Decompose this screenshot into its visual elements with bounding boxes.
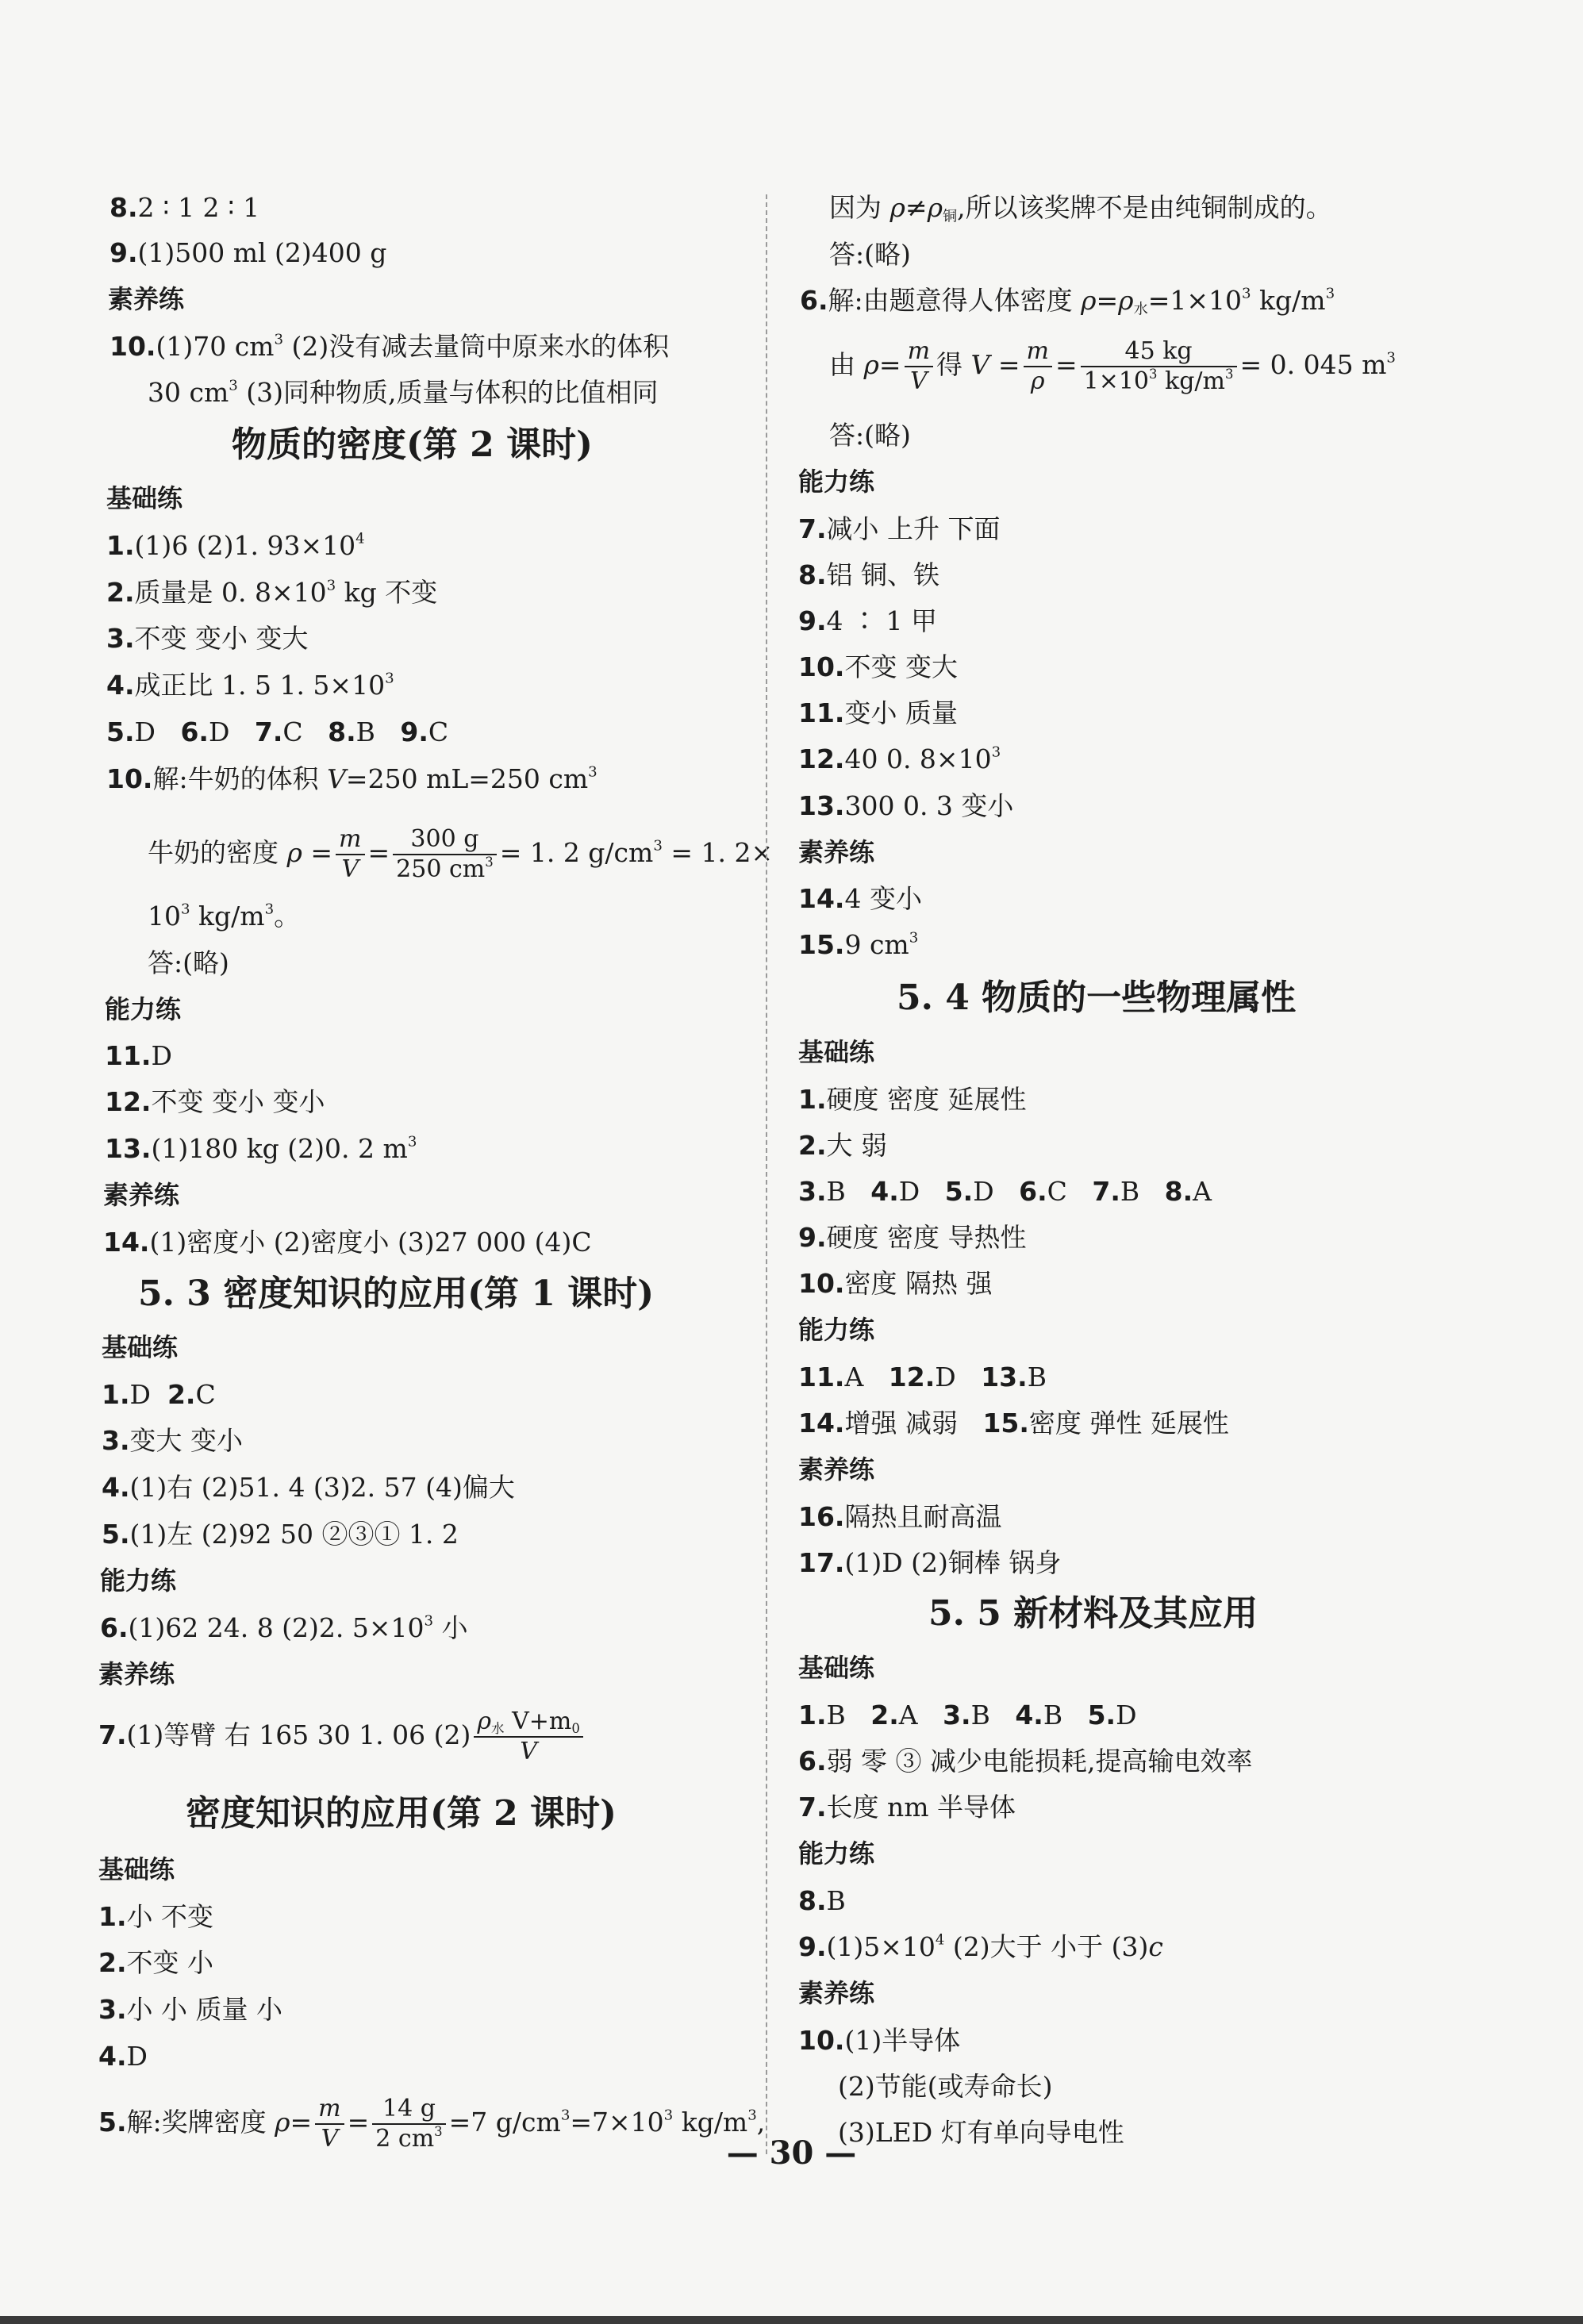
answer-3: 3.不变 变小 变大 [106, 623, 309, 654]
answer-5-9: 5.D 6.D 7.C 8.B 9.C [106, 716, 449, 747]
page-bottom-edge [0, 2316, 1583, 2324]
section-suyang-r1: 素养练 [798, 837, 875, 867]
heading-density-app-lesson2: 密度知识的应用(第 2 课时) [186, 1793, 617, 1834]
answer-6r2: 6.弱 零 ③ 减少电能损耗,提高输电效率 [798, 1746, 1253, 1777]
answer-omitted-r2: 答:(略) [829, 420, 911, 451]
answer-11-13r: 11.A 12.D 13.B [798, 1362, 1047, 1392]
answer-9r3: $9.(1)5\times 10^4$ (2)大于 小于 (3)c [798, 1931, 1163, 1962]
answer-5b: 5.(1)左 (2)92 50 ②③① 1. 2 [102, 1519, 459, 1550]
answer-10: 10.(1)70 $cm^3$ (2)没有减去量筒中原来水的体积 [110, 331, 670, 362]
answer-omitted-r1: 答:(略) [829, 239, 911, 270]
answer-11r: 11.变小 质量 [798, 697, 958, 728]
section-nengli-r2: 能力练 [798, 1315, 875, 1345]
answer-7r: 7.减小 上升 下面 [798, 513, 1001, 544]
answer-1-5r: 1.B 2.A 3.B 4.B 5.D [798, 1700, 1137, 1731]
section-jichu-3: 基础练 [98, 1854, 175, 1884]
section-nengli-2: 能力练 [100, 1565, 177, 1596]
answer-10r2: 10.密度 隔热 强 [798, 1268, 993, 1299]
page-number: — 30 — [726, 2134, 857, 2172]
answer-2: 2.质量是 0. $8\times 10^3$ kg 不变 [106, 577, 438, 608]
answer-14r: 14.4 变小 [798, 883, 922, 914]
answer-10r: 10.不变 变大 [798, 651, 958, 682]
heading-5-4: 5. 4 物质的一些物理属性 [897, 978, 1297, 1018]
answer-13: 13.(1)180 kg (2)0. 2 $m^3$ [105, 1133, 417, 1164]
section-suyang-r3: 素养练 [798, 1978, 875, 2008]
answer-14-15r: 14.增强 减弱 15.密度 弹性 延展性 [798, 1408, 1229, 1439]
answer-9r: 9.4 ∶ 1 甲 [798, 605, 937, 636]
answer-10r3-part3: (3)LED 灯有单向导电性 [838, 2117, 1124, 2148]
answer-6r: 6.解:由题意得人体密度 $\rho=\rho_水=1\times 10^3$ $kg/m^3$ [800, 285, 1335, 318]
answer-1r: 1.硬度 密度 延展性 [798, 1084, 1027, 1115]
section-nengli: 能力练 [105, 994, 182, 1024]
section-suyang-r2: 素养练 [798, 1454, 875, 1485]
answer-12r: 12.40 0. $8\times 10^3$ [798, 743, 1001, 774]
answer-6b: 6.(1)62 24. 8 (2)2. $5\times 10^3$ 小 [100, 1612, 468, 1643]
answer-14: 14.(1)密度小 (2)密度小 (3)27 000 (4)C [103, 1227, 592, 1258]
answer-3-8r: 3.B 4.D 5.D 6.C 7.B 8.A [798, 1176, 1212, 1207]
section-nengli-r3: 能力练 [798, 1838, 875, 1869]
answer-omitted: 答:(略) [148, 947, 229, 978]
answer-3b: 3.变大 变小 [102, 1425, 243, 1456]
answer-12: 12.不变 变小 变小 [105, 1086, 325, 1117]
answer-13r: 13.300 0. 3 变小 [798, 790, 1014, 821]
answer-10r3-part2: (2)节能(或寿命长) [838, 2071, 1053, 2102]
answer-3c: 3.小 小 质量 小 [98, 1994, 282, 2025]
answer-16r: 16.隔热且耐高温 [798, 1501, 1002, 1532]
section-jichu: 基础练 [106, 483, 183, 513]
milk-density-cont: $10^3$ $kg/m^3$。 [148, 901, 301, 932]
answer-4: 4.成正比 1. 5 1. $5\times 10^3$ [106, 670, 394, 701]
answer-10-solution: 10.解:牛奶的体积 V=250 mL=250 $cm^3$ [106, 763, 597, 794]
answer-15r: 15.9 $cm^3$ [798, 929, 919, 960]
answer-11: 11.D [105, 1040, 172, 1071]
answer-8: 8.2 ∶ 1 2 ∶ 1 [110, 192, 260, 223]
answer-17r: 17.(1)D (2)铜棒 锅身 [798, 1547, 1062, 1578]
section-suyang-3: 素养练 [98, 1659, 175, 1689]
section-suyang-2: 素养练 [103, 1180, 180, 1210]
answer-9r2: 9.硬度 密度 导热性 [798, 1222, 1027, 1253]
answer-1: 1.(1)6 (2)1. $93\times 10^4$ [106, 530, 365, 561]
answer-5c: 5.解:奖牌密度 ρ= $\frac{m}{V}$ = $\frac{14 g}{2 cm^3}$ =7 $g/cm^3=7\times 10^3$ $kg/m^3$, [98, 2095, 766, 2153]
section-jichu-r2: 基础练 [798, 1653, 875, 1683]
milk-density-formula: 牛奶的密度 ρ = $\frac{m}{V}$ = $\frac{300 g}{250 cm^3}$ = 1. 2 $g/cm^3 = 1$. 2× [148, 825, 774, 883]
volume-formula: 由 ρ= $\frac{m}{V}$ 得 V = $\frac{m}{\rho}$ = $\frac{45 kg}{1\times 10^3 kg/m^3}$ = 0. 045 $m^3$ [829, 337, 1396, 395]
answer-4b: 4.(1)右 (2)51. 4 (3)2. 57 (4)偏大 [102, 1472, 515, 1503]
answer-1-2: 1.D 2.C [102, 1379, 216, 1410]
answer-10r3: 10.(1)半导体 [798, 2025, 961, 2056]
answer-7b: 7.(1)等臂 右 165 30 1. 06 (2) $\frac{\rho_水 V+m_0}{V}$ [98, 1707, 586, 1766]
answer-7r2: 7.长度 nm 半导体 [798, 1792, 1016, 1823]
answer-2c: 2.不变 小 [98, 1947, 213, 1978]
heading-5-5: 5. 5 新材料及其应用 [928, 1593, 1258, 1634]
heading-5-3: 5. 3 密度知识的应用(第 1 课时) [138, 1273, 655, 1314]
answer-8r2: 8.B [798, 1885, 846, 1916]
answer-2r: 2.大 弱 [798, 1130, 887, 1161]
section-nengli-r1: 能力练 [798, 467, 875, 497]
answer-9: 9.(1)500 ml (2)400 g [110, 237, 387, 268]
heading-density-lesson2: 物质的密度(第 2 课时) [232, 424, 593, 465]
section-jichu-2: 基础练 [102, 1332, 179, 1362]
medal-conclusion: 因为 $\rho\ne\rho_铜$,所以该奖牌不是由纯铜制成的。 [829, 192, 1332, 225]
section-suyang: 素养练 [108, 284, 185, 314]
section-jichu-r1: 基础练 [798, 1037, 875, 1067]
answer-1c: 1.小 不变 [98, 1901, 213, 1932]
column-divider [766, 194, 767, 2154]
answer-4c: 4.D [98, 2041, 148, 2072]
answer-10-cont: 30 $cm^3$ (3)同种物质,质量与体积的比值相同 [148, 377, 659, 408]
answer-8r: 8.铝 铜、铁 [798, 559, 939, 590]
